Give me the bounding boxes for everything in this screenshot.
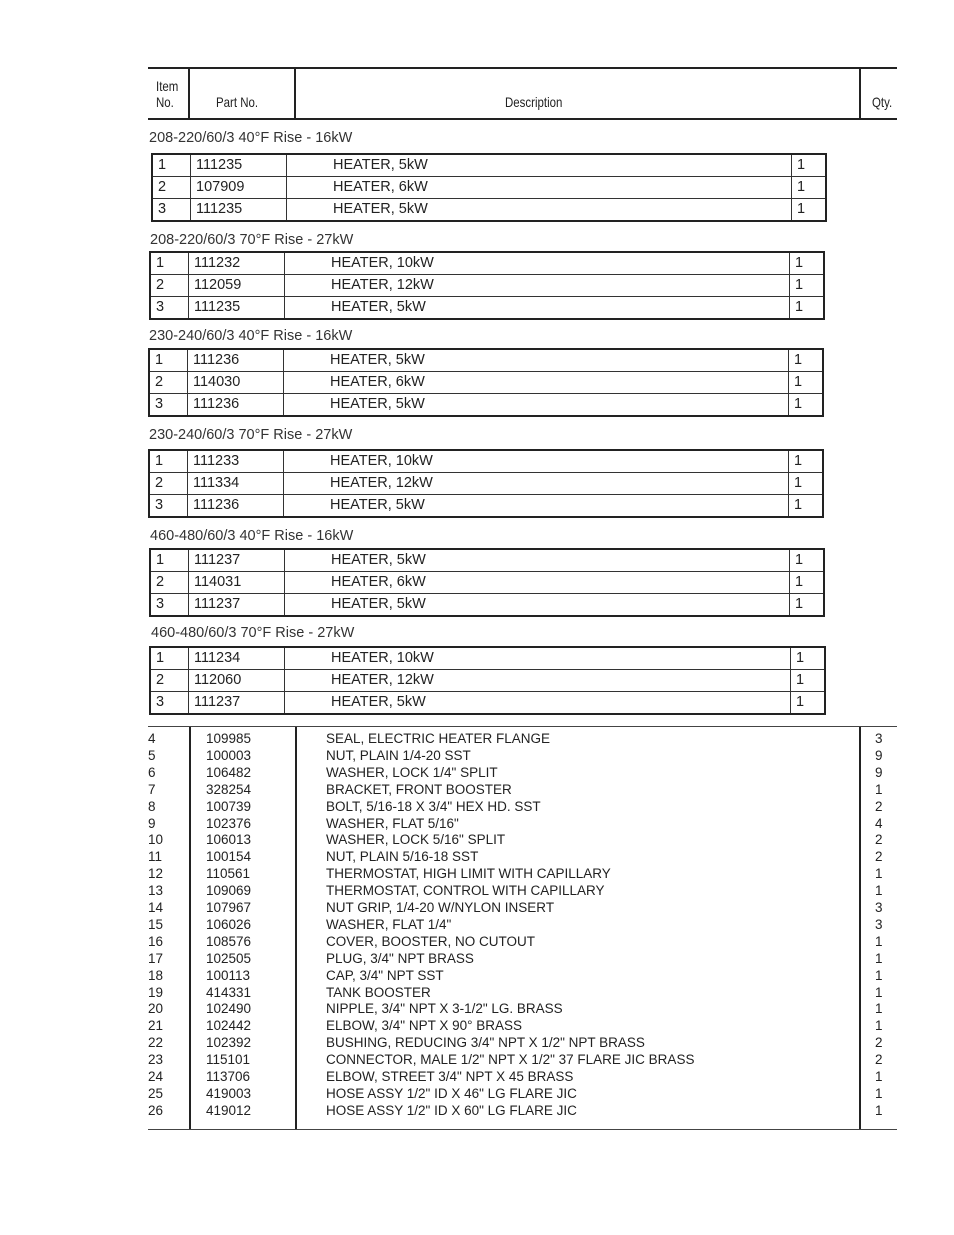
part-no: 328254: [206, 781, 252, 797]
qty: 1: [875, 781, 883, 797]
part-no-cell: 111236: [188, 394, 284, 417]
qty: 2: [875, 1035, 883, 1051]
item-no-cell: 2: [150, 572, 189, 594]
part-no-cell: 111235: [191, 154, 287, 177]
qty: 1: [875, 984, 883, 1000]
item-no-cell: 2: [149, 372, 188, 394]
list-item: [148, 1102, 897, 1119]
item-no-cell: 2: [150, 275, 189, 297]
item-no: 25: [148, 1085, 164, 1101]
description: COVER, BOOSTER, NO CUTOUT: [326, 933, 536, 949]
list-item: [148, 815, 897, 832]
qty: 1: [875, 950, 883, 966]
item-no: 23: [148, 1052, 164, 1068]
header-divider: [188, 69, 190, 118]
description-cell: HEATER, 6kW: [285, 572, 790, 594]
group-table: [148, 449, 824, 518]
part-no: 100003: [206, 747, 252, 763]
part-no: 115101: [206, 1052, 251, 1068]
part-no-cell: 107909: [191, 177, 287, 199]
part-no: 102505: [206, 950, 252, 966]
qty-cell: 1: [790, 572, 825, 594]
description-cell: HEATER, 5kW: [285, 594, 790, 617]
header-item-no: [156, 78, 178, 110]
group-title: 208-220/60/3 40°F Rise - 16kW: [149, 130, 353, 146]
qty: 2: [875, 798, 883, 814]
item-no: 12: [148, 866, 164, 882]
qty: 2: [875, 832, 883, 848]
table-row: [150, 252, 824, 275]
item-no: 14: [148, 900, 164, 915]
group-table: [149, 548, 825, 617]
description-cell: HEATER, 12kW: [285, 670, 791, 692]
table-row: [152, 199, 826, 222]
qty: 3: [875, 916, 883, 932]
description: NIPPLE, 3/4" NPT X 3-1/2" LG. BRASS: [326, 1001, 563, 1017]
list-item: [148, 1068, 897, 1085]
list-item: [148, 1000, 897, 1017]
list-item: [148, 1034, 897, 1051]
description: NUT GRIP, 1/4-20 W/NYLON INSERT: [326, 900, 555, 915]
description: SEAL, ELECTRIC HEATER FLANGE: [326, 731, 551, 746]
qty-cell: 1: [791, 647, 826, 670]
description-cell: HEATER, 5kW: [285, 297, 790, 320]
table-row: [149, 473, 823, 495]
description-cell: HEATER, 12kW: [284, 473, 789, 495]
part-no-cell: 111236: [188, 495, 284, 518]
part-no-cell: 111234: [189, 647, 285, 670]
qty-cell: 1: [789, 372, 824, 394]
part-no-cell: 111235: [189, 297, 285, 320]
item-no: 9: [148, 815, 156, 831]
qty-cell: 1: [790, 549, 825, 572]
part-no-cell: 112059: [189, 275, 285, 297]
part-no: 100113: [206, 967, 251, 983]
description: BOLT, 5/16-18 X 3/4" HEX HD. SST: [326, 798, 541, 814]
item-no: 6: [148, 764, 156, 780]
item-no: 18: [148, 967, 164, 983]
qty: 1: [875, 1018, 883, 1034]
part-no: 107967: [206, 900, 252, 915]
qty: 2: [875, 849, 883, 865]
group-title: 460-480/60/3 70°F Rise - 27kW: [151, 625, 355, 641]
description: BRACKET, FRONT BOOSTER: [326, 781, 512, 797]
qty: 1: [875, 967, 883, 983]
part-no-cell: 111235: [191, 199, 287, 222]
list-item: [148, 933, 897, 950]
item-no-cell: 1: [152, 154, 191, 177]
description: ELBOW, STREET 3/4" NPT X 45 BRASS: [326, 1069, 574, 1084]
item-no: 20: [148, 1001, 164, 1017]
description: TANK BOOSTER: [326, 984, 431, 1000]
qty: 1: [875, 1001, 883, 1017]
list-item: [148, 730, 897, 747]
part-no: 108576: [206, 933, 252, 949]
part-no: 100154: [206, 849, 252, 865]
qty: 1: [875, 1102, 883, 1118]
item-no: 16: [148, 933, 164, 949]
part-no: 106013: [206, 832, 252, 848]
qty-cell: 1: [789, 473, 824, 495]
part-no: 113706: [206, 1069, 251, 1084]
description-cell: HEATER, 10kW: [285, 252, 790, 275]
description: CONNECTOR, MALE 1/2" NPT X 1/2" 37 FLARE JIC BRASS: [326, 1052, 695, 1068]
part-no: 109069: [206, 883, 252, 899]
group-table: [149, 251, 825, 320]
part-no: 419012: [206, 1102, 252, 1118]
item-no-cell: 2: [152, 177, 191, 199]
item-no: 26: [148, 1102, 164, 1118]
description: NUT, PLAIN 1/4-20 SST: [326, 747, 471, 763]
group-title: 208-220/60/3 70°F Rise - 27kW: [150, 232, 354, 248]
description: HOSE ASSY 1/2" ID X 60" LG FLARE JIC: [326, 1102, 577, 1118]
item-no-cell: 2: [150, 670, 189, 692]
description-cell: HEATER, 5kW: [287, 154, 792, 177]
item-no-cell: 3: [150, 692, 189, 715]
item-no-cell: 1: [150, 252, 189, 275]
table-row: [149, 372, 823, 394]
table-row: [152, 154, 826, 177]
description: ELBOW, 3/4" NPT X 90° BRASS: [326, 1018, 523, 1034]
part-no-cell: 111236: [188, 349, 284, 372]
table-row: [150, 670, 825, 692]
header-item-no-line1: Item: [156, 78, 179, 94]
part-no-cell: 114031: [189, 572, 285, 594]
list-item: [148, 747, 897, 764]
item-no: 24: [148, 1069, 164, 1084]
list-item: [148, 1051, 897, 1068]
header-divider: [294, 69, 296, 118]
group-title: 460-480/60/3 40°F Rise - 16kW: [150, 528, 354, 544]
qty: 1: [875, 883, 883, 899]
qty: 1: [875, 933, 883, 949]
description: WASHER, LOCK 5/16" SPLIT: [326, 832, 506, 848]
table-row: [152, 177, 826, 199]
table-row: [150, 692, 825, 715]
description-cell: HEATER, 6kW: [284, 372, 789, 394]
table-row: [149, 394, 823, 417]
table-row: [150, 594, 824, 617]
description: PLUG, 3/4" NPT BRASS: [326, 950, 474, 966]
part-no-cell: 111237: [189, 594, 285, 617]
part-no: 106026: [206, 916, 252, 932]
qty-cell: 1: [791, 670, 826, 692]
group-title: 230-240/60/3 70°F Rise - 27kW: [149, 427, 353, 443]
part-no-cell: 111237: [189, 549, 285, 572]
item-no: 19: [148, 984, 164, 1000]
part-no: 106482: [206, 764, 252, 780]
part-no-cell: 111232: [189, 252, 285, 275]
table-row: [149, 495, 823, 518]
table-row: [150, 647, 825, 670]
list-item: [148, 899, 897, 916]
description: BUSHING, REDUCING 3/4" NPT X 1/2" NPT BRASS: [326, 1035, 645, 1051]
list-item: [148, 882, 897, 899]
item-no: 10: [148, 832, 164, 848]
part-no: 102392: [206, 1035, 252, 1051]
item-no: 15: [148, 916, 164, 932]
qty-cell: 1: [790, 594, 825, 617]
part-no: 102490: [206, 1001, 252, 1017]
qty-cell: 1: [792, 177, 827, 199]
qty-cell: 1: [791, 692, 826, 715]
part-no-cell: 112060: [189, 670, 285, 692]
group-title: 230-240/60/3 40°F Rise - 16kW: [149, 328, 353, 344]
qty: 1: [875, 866, 883, 882]
part-no: 102442: [206, 1018, 252, 1034]
table-row: [150, 275, 824, 297]
group-table: [148, 348, 824, 417]
description-cell: HEATER, 5kW: [284, 349, 789, 372]
list-item: [148, 967, 897, 984]
qty-cell: 1: [792, 199, 827, 222]
item-no: 22: [148, 1035, 164, 1051]
qty: 9: [875, 764, 883, 780]
item-no-cell: 2: [149, 473, 188, 495]
item-no-cell: 1: [149, 349, 188, 372]
qty: 3: [875, 900, 883, 915]
item-no-cell: 3: [150, 297, 189, 320]
description-cell: HEATER, 5kW: [285, 692, 791, 715]
item-no: 21: [148, 1018, 164, 1034]
qty: 1: [875, 1069, 883, 1084]
item-no-cell: 3: [150, 594, 189, 617]
description-cell: HEATER, 12kW: [285, 275, 790, 297]
qty: 2: [875, 1052, 883, 1068]
item-no: 13: [148, 883, 164, 899]
list-item: [148, 916, 897, 933]
list-item: [148, 781, 897, 798]
table-row: [150, 572, 824, 594]
item-no: 8: [148, 798, 156, 814]
description: WASHER, LOCK 1/4" SPLIT: [326, 764, 498, 780]
part-no: 109985: [206, 731, 252, 746]
qty-cell: 1: [790, 252, 825, 275]
header-part-no: Part No.: [216, 94, 259, 110]
description: WASHER, FLAT 1/4": [326, 916, 452, 932]
qty: 3: [875, 731, 883, 746]
qty-cell: 1: [792, 154, 827, 177]
item-no: 4: [148, 731, 156, 746]
list-item: [148, 950, 897, 967]
table-row: [149, 450, 823, 473]
description-cell: HEATER, 5kW: [284, 495, 789, 518]
qty-cell: 1: [789, 394, 824, 417]
description: WASHER, FLAT 5/16": [326, 815, 459, 831]
group-table: [149, 646, 826, 715]
description-cell: HEATER, 5kW: [285, 549, 790, 572]
description-cell: HEATER, 5kW: [284, 394, 789, 417]
description-cell: HEATER, 6kW: [287, 177, 792, 199]
description: HOSE ASSY 1/2" ID X 46" LG FLARE JIC: [326, 1085, 577, 1101]
list-item: [148, 831, 897, 848]
qty-cell: 1: [790, 297, 825, 320]
item-no: 7: [148, 781, 156, 797]
item-no-cell: 1: [150, 647, 189, 670]
parts-list: [148, 726, 897, 1130]
part-no-cell: 111237: [189, 692, 285, 715]
item-no: 5: [148, 747, 156, 763]
part-no-cell: 111233: [188, 450, 284, 473]
part-no-cell: 114030: [188, 372, 284, 394]
list-item: [148, 764, 897, 781]
header-item-no-line2: No.: [156, 94, 174, 110]
qty: 1: [875, 1085, 883, 1101]
qty: 4: [875, 815, 883, 831]
item-no-cell: 3: [152, 199, 191, 222]
description: CAP, 3/4" NPT SST: [326, 967, 444, 983]
part-no: 110561: [206, 866, 251, 882]
qty-cell: 1: [789, 450, 824, 473]
list-item: [148, 798, 897, 815]
table-row: [150, 297, 824, 320]
list-item: [148, 1085, 897, 1102]
parts-table-header: [148, 67, 897, 120]
part-no: 102376: [206, 815, 252, 831]
list-item: [148, 1017, 897, 1034]
group-table: [151, 153, 827, 222]
item-no-cell: 1: [149, 450, 188, 473]
item-no: 17: [148, 950, 164, 966]
description-cell: HEATER, 5kW: [287, 199, 792, 222]
description: NUT, PLAIN 5/16-18 SST: [326, 849, 479, 865]
header-divider: [859, 69, 861, 118]
header-qty: Qty.: [872, 94, 893, 110]
qty-cell: 1: [790, 275, 825, 297]
part-no-cell: 111334: [188, 473, 284, 495]
table-row: [150, 549, 824, 572]
qty: 9: [875, 747, 883, 763]
qty-cell: 1: [789, 495, 824, 518]
part-no: 419003: [206, 1085, 252, 1101]
description: THERMOSTAT, CONTROL WITH CAPILLARY: [326, 883, 605, 899]
part-no: 414331: [206, 984, 252, 1000]
item-no-cell: 3: [149, 495, 188, 518]
header-description: Description: [505, 94, 563, 110]
part-no: 100739: [206, 798, 252, 814]
item-no: 11: [148, 849, 163, 865]
description: THERMOSTAT, HIGH LIMIT WITH CAPILLARY: [326, 866, 611, 882]
description-cell: HEATER, 10kW: [284, 450, 789, 473]
list-item: [148, 865, 897, 882]
qty-cell: 1: [789, 349, 824, 372]
list-item: [148, 984, 897, 1001]
list-item: [148, 848, 897, 865]
item-no-cell: 1: [150, 549, 189, 572]
item-no-cell: 3: [149, 394, 188, 417]
description-cell: HEATER, 10kW: [285, 647, 791, 670]
table-row: [149, 349, 823, 372]
